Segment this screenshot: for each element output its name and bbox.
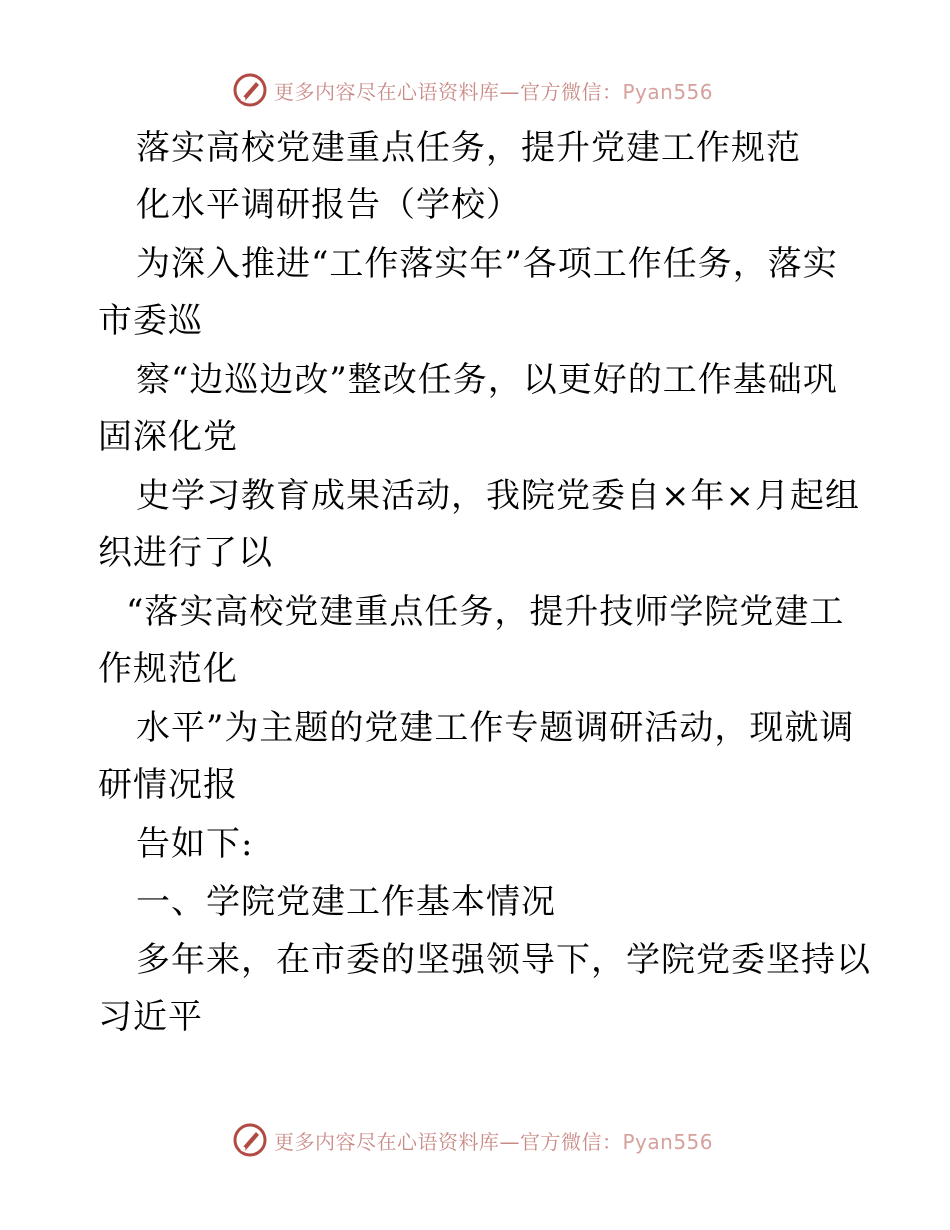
watermark-banner-top: [232, 70, 713, 110]
body-line: “落实高校党建重点任务，提升技师学院党建工: [126, 592, 845, 632]
body-line: 水平”为主题的党建工作专题调研活动，现就调: [136, 708, 855, 748]
body-line: 史学习教育成果活动，我院党委自×年×月起组: [136, 476, 860, 516]
body-line: 市委巡: [98, 301, 203, 341]
title-line-1: 落实高校党建重点任务，提升党建工作规范: [136, 128, 801, 168]
body-line: 研情况报: [98, 765, 238, 805]
watermark-text: 更多内容尽在心语资料库—官方微信：Pyan556: [274, 79, 714, 104]
body-line: 习近平: [98, 997, 203, 1037]
body-line: 告如下:: [136, 824, 254, 864]
watermark-banner-bottom: [232, 1120, 713, 1160]
body-line: 固深化党: [98, 417, 238, 457]
body-line: 为深入推进“工作落实年”各项工作任务，落实: [136, 244, 838, 284]
watermark-text: 更多内容尽在心语资料库—官方微信：Pyan556: [274, 1129, 714, 1154]
body-line: 察“边巡边改”整改任务，以更好的工作基础巩: [136, 360, 838, 400]
body-line: 作规范化: [98, 649, 238, 689]
body-line: 织进行了以: [98, 533, 273, 573]
section-heading: 一、学院党建工作基本情况: [136, 882, 556, 922]
pen-seal-icon: [232, 1122, 268, 1158]
title-line-2: 化水平调研报告（学校）: [136, 185, 521, 225]
pen-seal-icon: [232, 72, 268, 108]
body-line: 多年来，在市委的坚强领导下，学院党委坚持以: [136, 940, 871, 980]
